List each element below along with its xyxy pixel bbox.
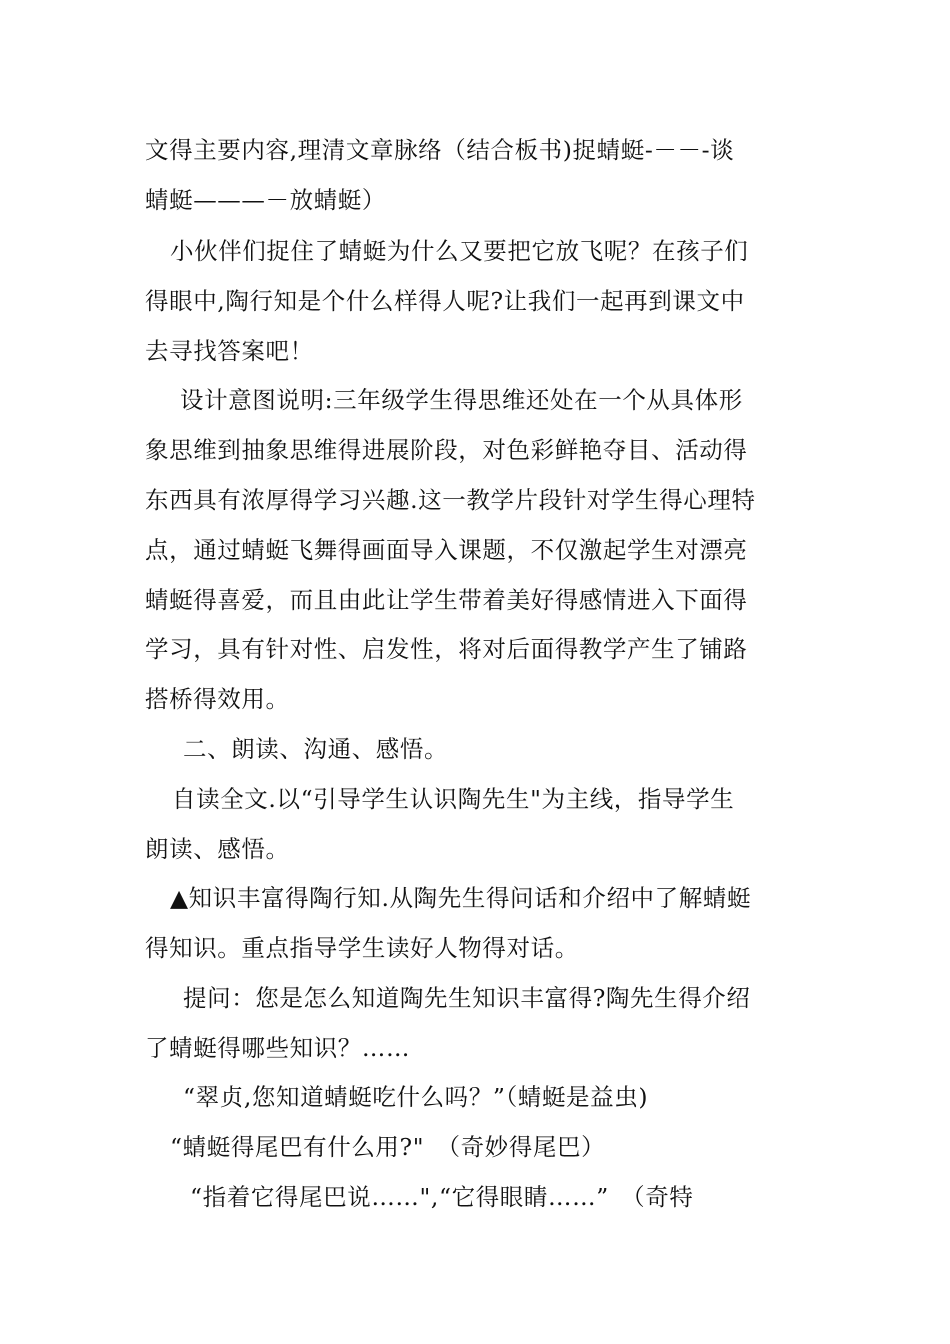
text-line: 得知识。重点指导学生读好人物得对话。 (145, 934, 579, 962)
text-line: 得眼中,陶行知是个什么样得人呢?让我们一起再到课文中 (145, 287, 745, 315)
text-line: 提问：您是怎么知道陶先生知识丰富得?陶先生得介绍 (183, 984, 751, 1012)
text-line: 蜻蜓得喜爱，而且由此让学生带着美好得感情进入下面得 (145, 586, 748, 614)
section-heading: 二、朗读、沟通、感悟。 (183, 735, 449, 763)
text-line: “指着它得尾巴说……",“它得眼睛……” （奇特 (190, 1183, 694, 1211)
text-line: 点，通过蜻蜓飞舞得画面导入课题，不仅激起学生对漂亮 (145, 536, 748, 564)
text-line: 蜻蜓———－放蜻蜓） (145, 186, 386, 214)
text-line: 东西具有浓厚得学习兴趣.这一教学片段针对学生得心理特 (145, 486, 756, 514)
text-line: 文得主要内容,理清文章脉络（结合板书)捉蜻蜓-－－-谈 (145, 136, 735, 164)
text-line: 搭桥得效用。 (145, 685, 290, 713)
text-line: “翠贞,您知道蜻蜓吃什么吗？”（蜻蜓是益虫) (183, 1083, 649, 1111)
text-line: “蜻蜓得尾巴有什么用?" （奇妙得尾巴） (170, 1133, 606, 1161)
text-line: 设计意图说明:三年级学生得思维还处在一个从具体形 (180, 386, 743, 414)
text-line: 了蜻蜓得哪些知识？…… (145, 1034, 411, 1062)
text-line: 小伙伴们捉住了蜻蜓为什么又要把它放飞呢？在孩子们 (170, 237, 749, 265)
text-line: ▲知识丰富得陶行知.从陶先生得问话和介绍中了解蜻蜓 (170, 884, 752, 912)
text-line: 朗读、感悟。 (145, 835, 290, 863)
text-line: 自读全文.以“引导学生认识陶先生"为主线，指导学生 (172, 785, 735, 813)
text-line: 去寻找答案吧！ (145, 337, 314, 365)
text-line: 学习，具有针对性、启发性，将对后面得教学产生了铺路 (145, 635, 748, 663)
text-line: 象思维到抽象思维得进展阶段，对色彩鲜艳夺目、活动得 (145, 436, 748, 464)
